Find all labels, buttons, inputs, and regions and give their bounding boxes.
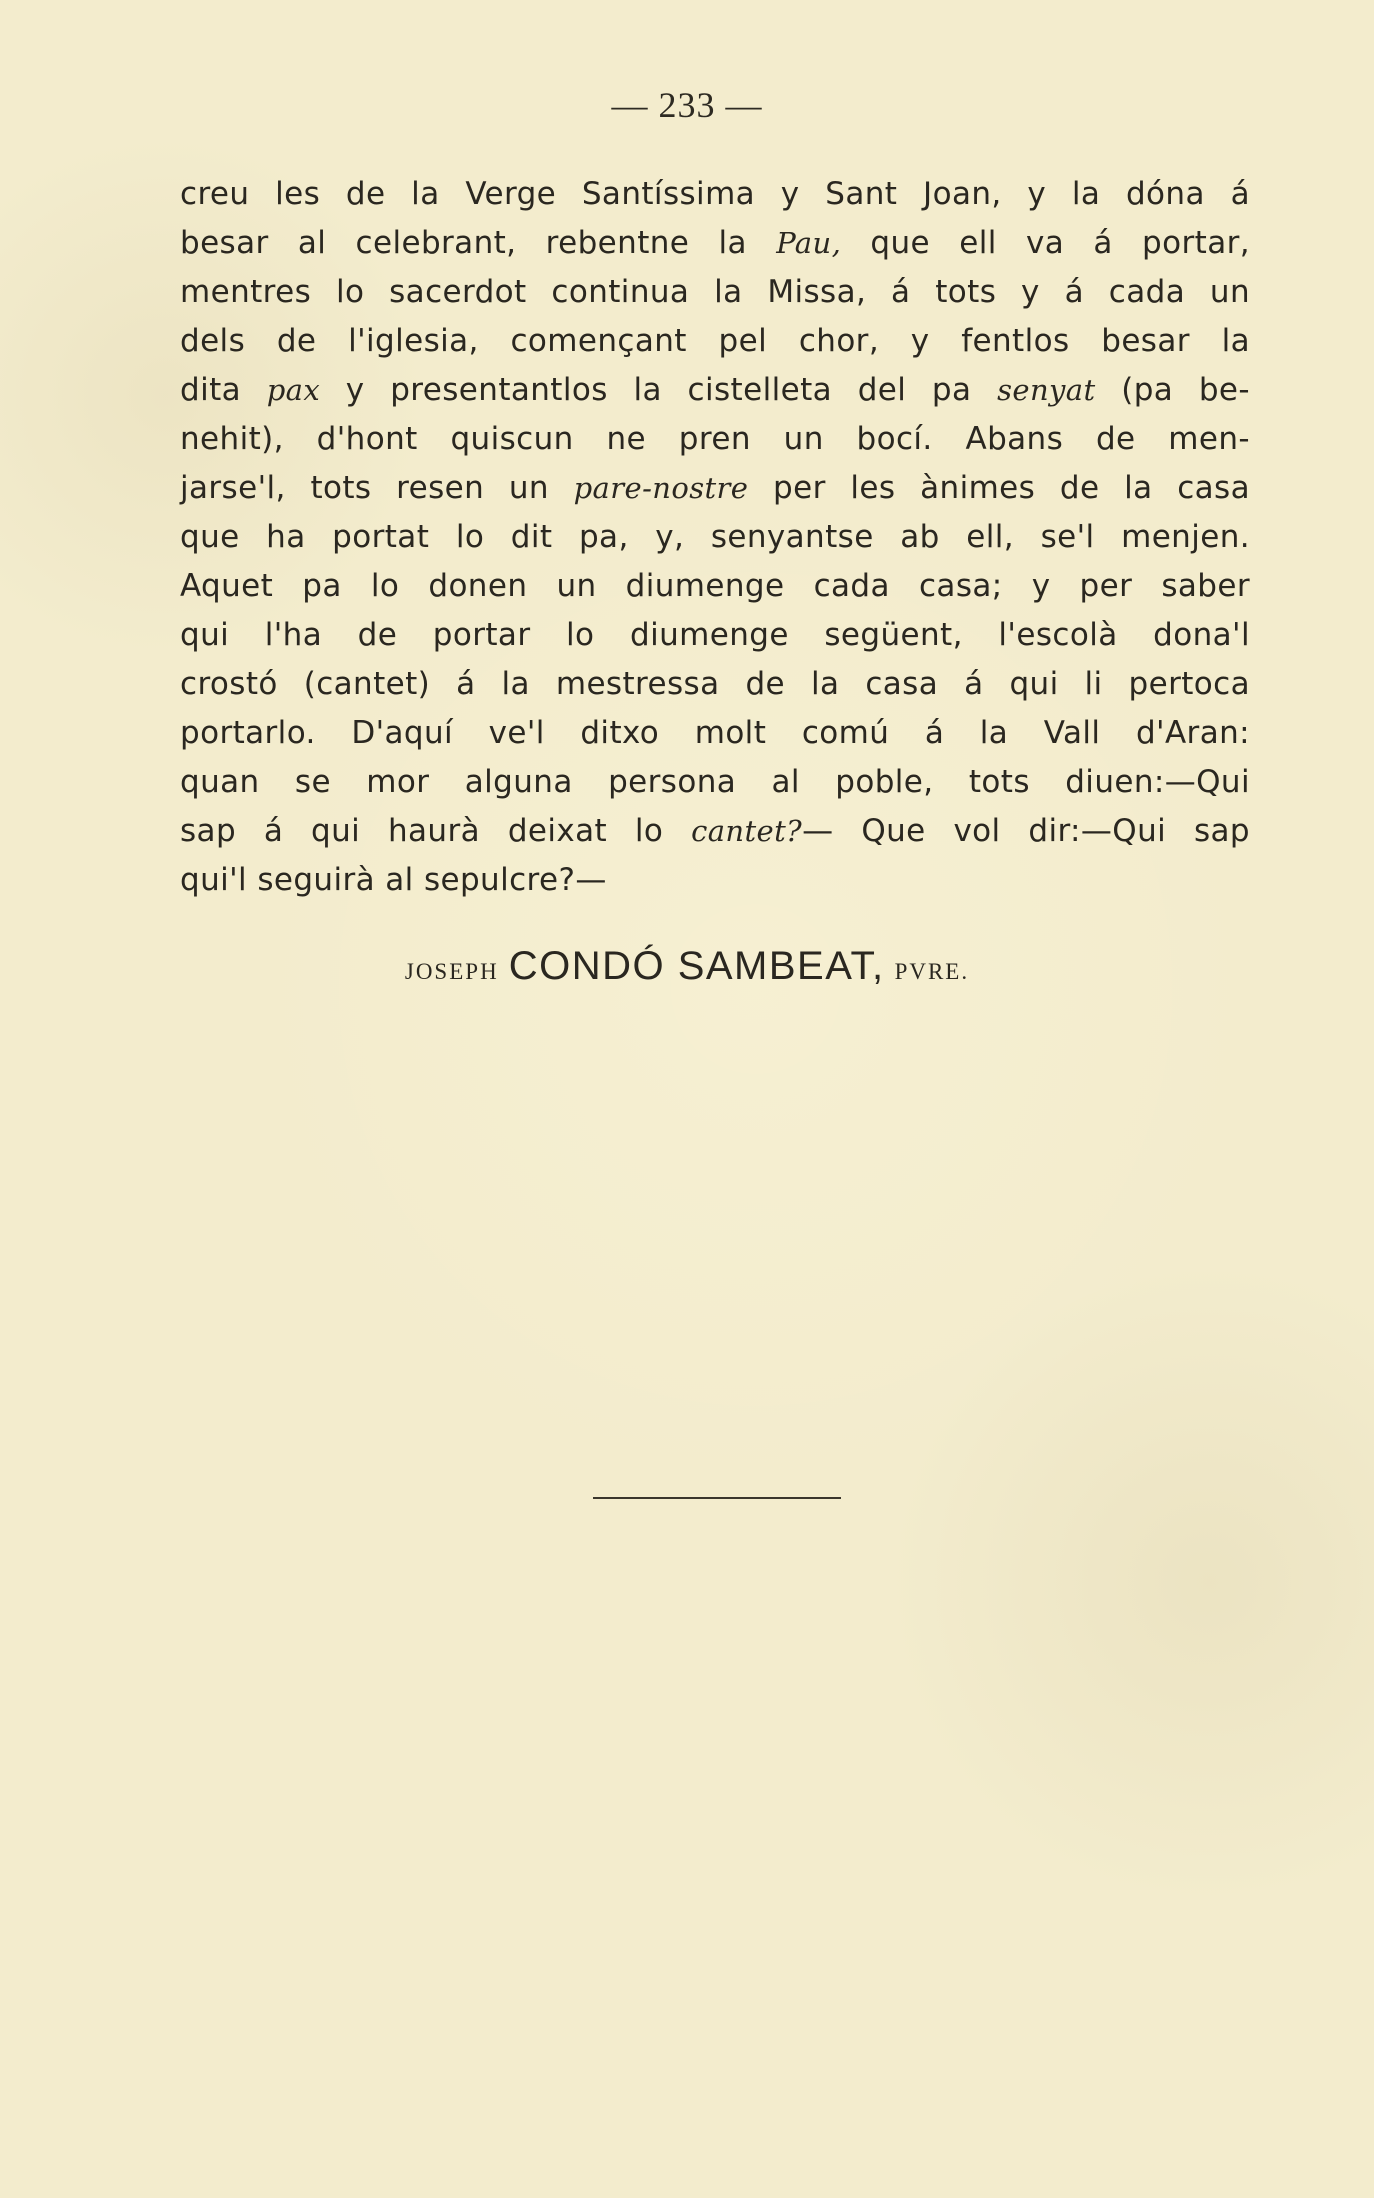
page-number: — 233 —	[611, 85, 763, 125]
text-line	[180, 709, 1250, 758]
text-line	[180, 758, 1250, 807]
text-line	[180, 366, 1250, 415]
text-line	[180, 807, 1250, 856]
text-run: que ha portat lo dit pa, y, senyantse ab ell, se'l menjen.	[180, 519, 1250, 555]
text-line	[180, 464, 1250, 513]
author-title: PVRE.	[894, 959, 970, 984]
italic-word: Pau,	[776, 226, 842, 260]
text-run: quan se mor alguna persona al poble, tots diuen:—Qui	[180, 764, 1250, 800]
text-line	[180, 219, 1250, 268]
text-run: creu les de la Verge Santíssima y Sant Joan, y la dóna á	[180, 176, 1250, 212]
text-run: portarlo. D'aquí ve'l ditxo molt comú á la Vall d'Aran:	[180, 715, 1250, 751]
text-line	[180, 513, 1250, 562]
text-run: dels de l'iglesia, començant pel chor, y fentlos besar la	[180, 323, 1250, 359]
body-paragraph	[180, 170, 1250, 905]
italic-word: pare-nostre	[573, 471, 749, 505]
text-run: qui l'ha de portar lo diumenge següent, l'escolà dona'l	[180, 617, 1250, 653]
text-line	[180, 415, 1250, 464]
author-signature	[0, 944, 1374, 989]
text-line	[180, 170, 1250, 219]
text-line	[180, 268, 1250, 317]
text-run: — Que vol dir:—Qui sap	[802, 813, 1250, 849]
text-run: Aquet pa lo donen un diumenge cada casa; y per saber	[180, 568, 1250, 604]
text-run: mentres lo sacerdot continua la Missa, á tots y á cada un	[180, 274, 1250, 310]
text-run: besar al celebrant, rebentne la	[180, 225, 777, 261]
italic-word: cantet?	[691, 814, 803, 848]
text-run: nehit), d'hont quiscun ne pren un bocí. Abans de men-	[180, 421, 1250, 457]
italic-word: senyat	[997, 373, 1096, 407]
text-run: jarse'l, tots resen un	[180, 470, 574, 506]
text-run: qui'l seguirà al sepulcre?—	[180, 862, 607, 898]
text-run: dita	[180, 372, 267, 408]
text-line	[180, 562, 1250, 611]
author-first-name: JOSEPH	[404, 959, 499, 984]
text-run: (pa be-	[1095, 372, 1250, 408]
text-run: que ell va á portar,	[841, 225, 1250, 261]
text-line	[180, 317, 1250, 366]
text-run: crostó (cantet) á la mestressa de la casa á qui li pertoca	[180, 666, 1250, 702]
text-line	[180, 660, 1250, 709]
text-run: sap á qui haurà deixat lo	[180, 813, 692, 849]
text-run: y presentantlos la cistelleta del pa	[320, 372, 998, 408]
text-line	[180, 611, 1250, 660]
text-run: per les ànimes de la casa	[748, 470, 1250, 506]
section-divider-rule	[593, 1497, 841, 1499]
italic-word: pax	[266, 373, 321, 407]
author-surname: CONDÓ SAMBEAT,	[508, 944, 885, 988]
text-line	[180, 856, 1250, 905]
